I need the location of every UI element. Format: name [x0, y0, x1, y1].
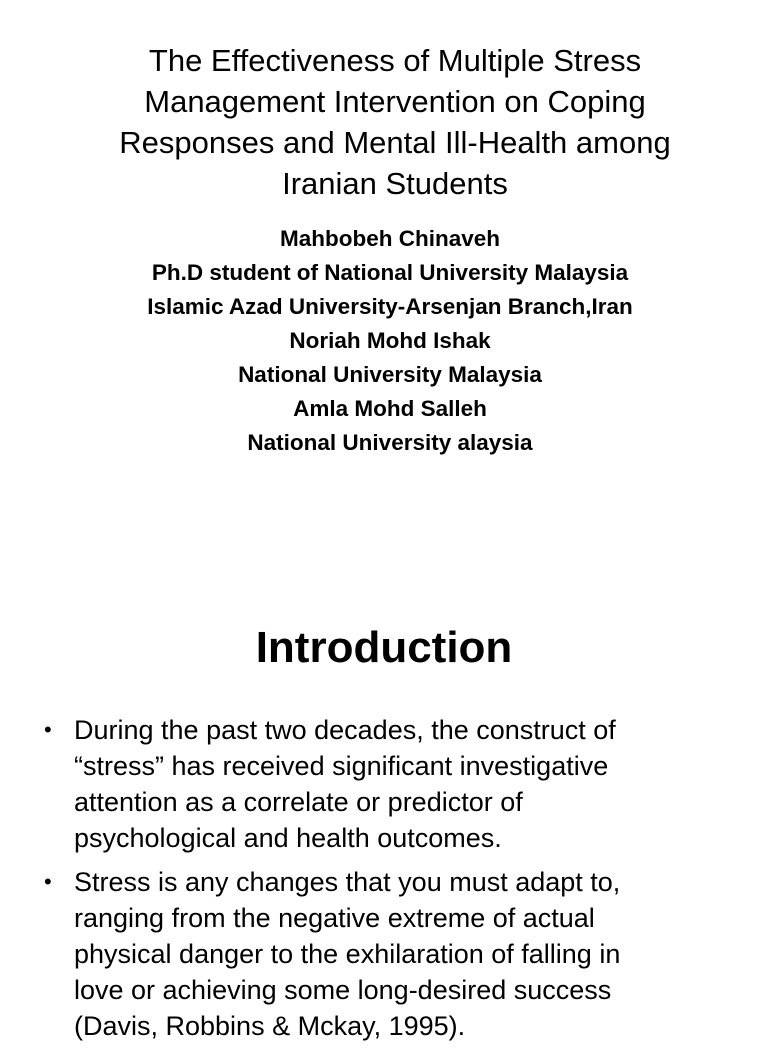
- bullet-line: attention as a correlate or predictor of: [74, 787, 523, 817]
- bullet-line: Stress is any changes that you must adapt to,: [74, 867, 621, 897]
- author-affiliation: Islamic Azad University-Arsenjan Branch,Iran: [147, 294, 633, 319]
- paper-title-line: Management Intervention on Coping: [144, 84, 646, 119]
- author-name: Mahbobeh Chinaveh: [279, 226, 500, 251]
- bullet-marker: •: [44, 869, 52, 894]
- author-name: Amla Mohd Salleh: [293, 396, 487, 421]
- bullet-item: [44, 712, 734, 856]
- author-name: Noriah Mohd Ishak: [289, 328, 491, 353]
- bullet-list: [44, 712, 734, 1052]
- introduction-slide: [0, 512, 768, 1041]
- author-list: [60, 222, 720, 460]
- bullet-line: psychological and health outcomes.: [74, 823, 502, 853]
- author-affiliation: Ph.D student of National University Malaysia: [151, 260, 629, 285]
- title-slide: [0, 0, 768, 512]
- paper-title-line: The Effectiveness of Multiple Stress: [148, 43, 642, 78]
- paper-title: [70, 40, 720, 204]
- author-affiliation: National University alaysia: [247, 430, 533, 455]
- bullet-line: love or achieving some long-desired success: [74, 975, 612, 1005]
- paper-title-line: Responses and Mental Ill-Health among: [119, 125, 671, 160]
- bullet-line: (Davis, Robbins & Mckay, 1995).: [74, 1011, 466, 1041]
- section-heading: Introduction: [255, 623, 513, 672]
- bullet-marker: •: [44, 717, 52, 742]
- paper-title-line: Iranian Students: [282, 166, 508, 201]
- bullet-item: [44, 864, 734, 1044]
- bullet-line: During the past two decades, the construct of: [74, 715, 616, 745]
- author-affiliation: National University Malaysia: [238, 362, 542, 387]
- bullet-line: physical danger to the exhilaration of falling in: [74, 939, 621, 969]
- bullet-line: “stress” has received significant investigative: [74, 751, 609, 781]
- bullet-line: ranging from the negative extreme of actual: [74, 903, 595, 933]
